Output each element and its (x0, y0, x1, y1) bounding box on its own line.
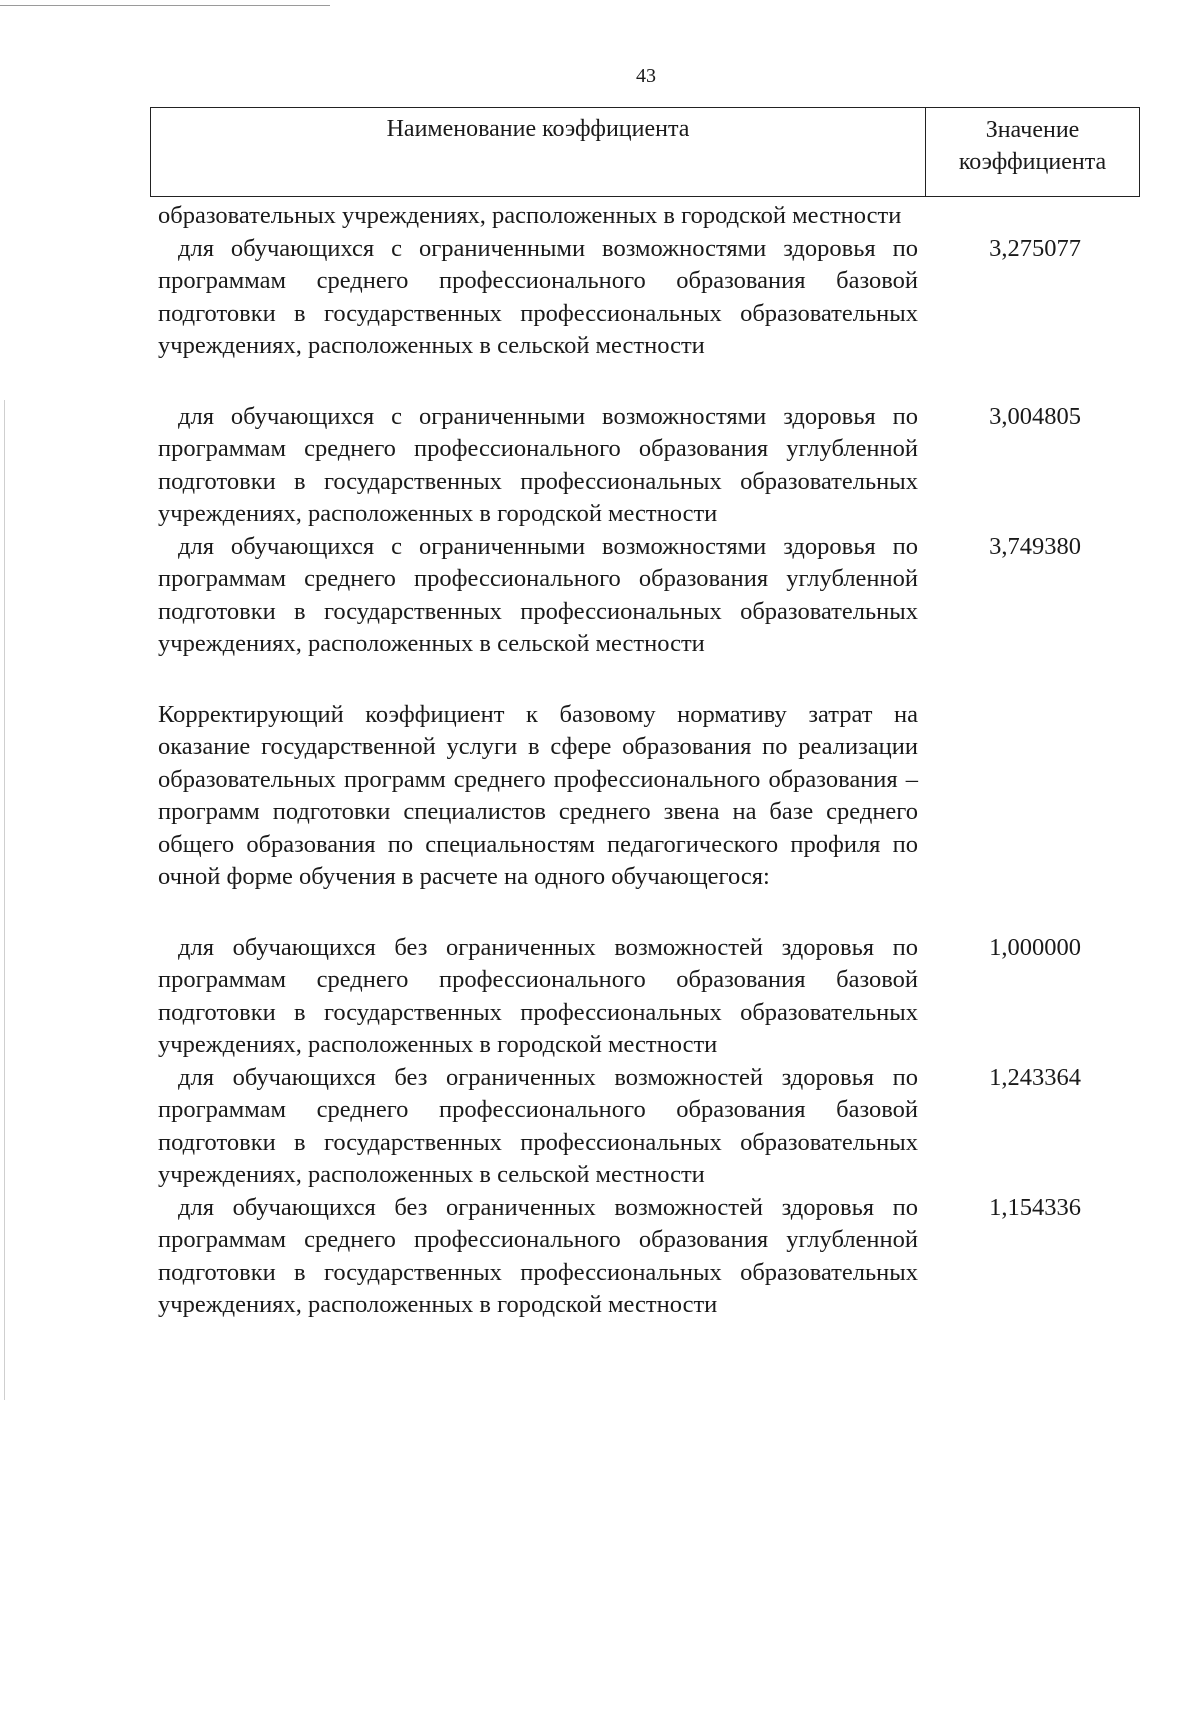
row-name: для обучающихся без ограниченных возможностей здоровья по программам среднего профессионального образования базовой подготовки в государственных профессиональных образовательных учреждениях, расположенных в сельской местности (158, 1063, 918, 1188)
column-header-name: Наименование коэффициента (151, 108, 926, 196)
row-name: Корректирующий коэффициент к базовому нормативу затрат на оказание государственной услуги в сфере образования по реализации образовательных программ среднего профессионального образования – программ подготовки специалистов среднего звена на базе среднего общего образования по специальностям педагогического профиля по очной форме обучения в расчете на одного обучающегося: (158, 700, 918, 890)
table-row (158, 1192, 1140, 1322)
page-number: 43 (636, 65, 656, 87)
column-header-value: Значение коэффициента (958, 117, 1107, 175)
table-row (158, 932, 1140, 1062)
table-row (158, 531, 1140, 661)
row-value: 1,243364 (989, 1063, 1081, 1091)
row-name: для обучающихся с ограниченными возможностями здоровья по программам среднего профессионального образования углубленной подготовки в государственных профессиональных образовательных учреждениях, расположенных в сельской местности (158, 532, 918, 657)
row-name: для обучающихся с ограниченными возможностями здоровья по программам среднего профессионального образования базовой подготовки в государственных профессиональных образовательных учреждениях, расположенных в сельской местности (158, 234, 918, 359)
table-row (158, 1062, 1140, 1192)
table-row (158, 699, 1140, 894)
table-row (158, 233, 1140, 363)
row-name: для обучающихся с ограниченными возможностями здоровья по программам среднего профессионального образования углубленной подготовки в государственных профессиональных образовательных учреждениях, расположенных в городской местности (158, 402, 918, 527)
row-value: 3,275077 (989, 234, 1081, 262)
row-value: 3,004805 (989, 402, 1081, 430)
table-row (158, 401, 1140, 531)
scan-edge-line (0, 5, 330, 6)
row-name: для обучающихся без ограниченных возможностей здоровья по программам среднего профессионального образования базовой подготовки в государственных профессиональных образовательных учреждениях, расположенных в городской местности (158, 933, 918, 1058)
table-header (150, 107, 1140, 197)
table-body (158, 200, 1140, 1322)
row-name: для обучающихся без ограниченных возможностей здоровья по программам среднего профессионального образования углубленной подготовки в государственных профессиональных образовательных учреждениях, расположенных в городской местности (158, 1193, 918, 1318)
scan-edge-line (4, 400, 5, 1400)
table-row (158, 200, 1140, 233)
row-value: 1,000000 (989, 933, 1081, 961)
row-name: образовательных учреждениях, расположенных в городской местности (158, 202, 902, 229)
row-value: 1,154336 (989, 1193, 1081, 1221)
row-value: 3,749380 (989, 532, 1081, 560)
